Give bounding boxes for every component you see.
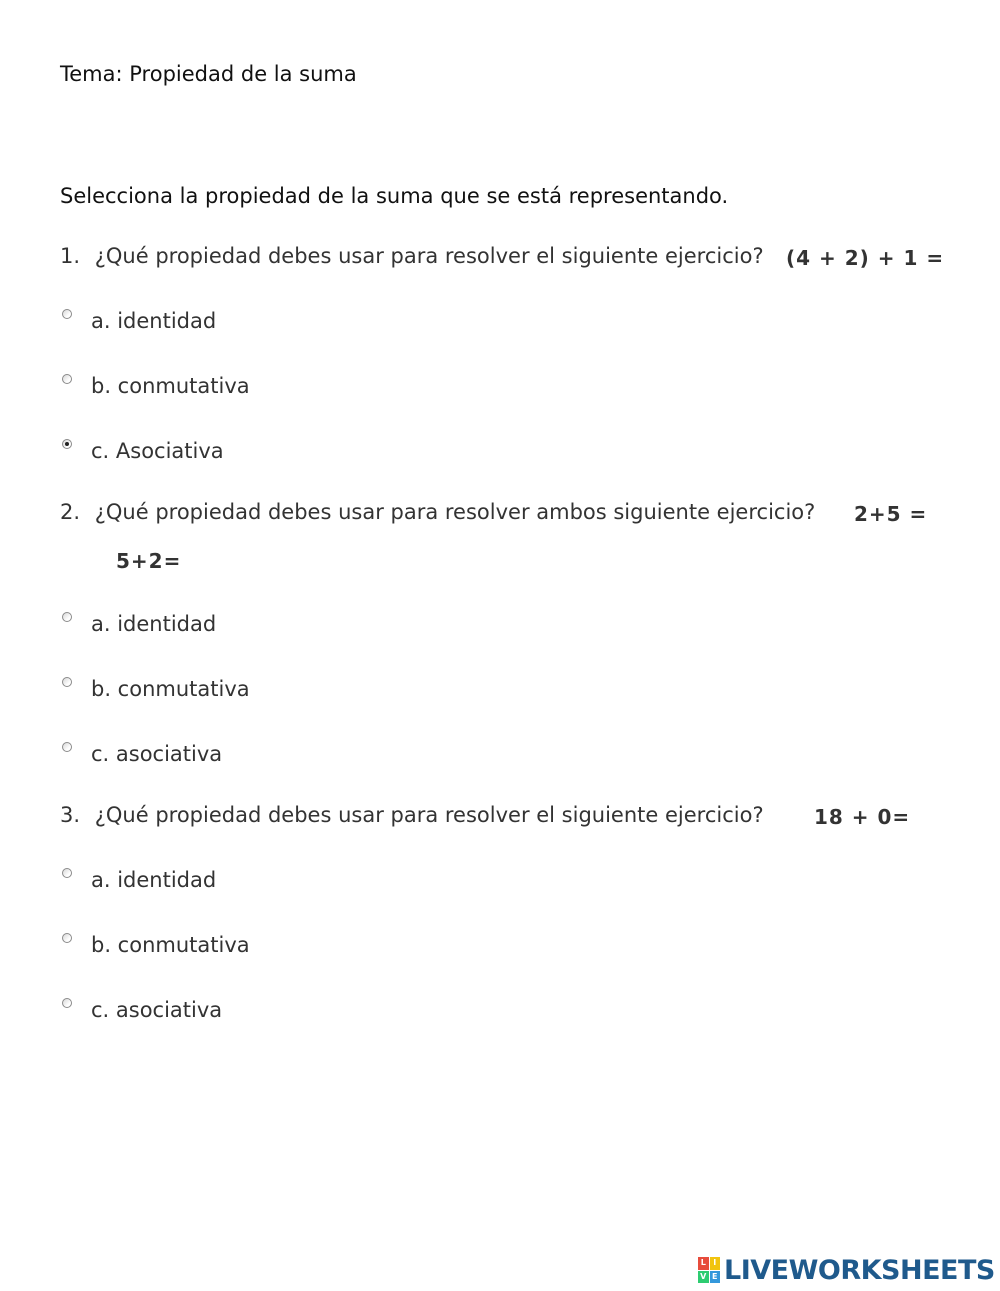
question-1-option-a-radio[interactable] [62, 309, 72, 319]
question-1-option-c-label[interactable]: c. Asociativa [91, 439, 224, 463]
question-2-option-b-radio[interactable] [62, 677, 72, 687]
liveworksheets-logo [698, 1253, 995, 1287]
liveworksheets-logo-icon [698, 1257, 720, 1283]
question-1-option-b-label[interactable]: b. conmutativa [91, 374, 250, 398]
question-2-option-b-label[interactable]: b. conmutativa [91, 677, 250, 701]
question-3-option-c-radio[interactable] [62, 998, 72, 1008]
question-1-number: 1. [60, 244, 81, 268]
logo-mark-i: I [710, 1257, 721, 1270]
question-2-option-a-radio[interactable] [62, 612, 72, 622]
question-2-number: 2. [60, 500, 81, 524]
question-2-text: ¿Qué propiedad debes usar para resolver ambos siguiente ejercicio? [94, 500, 816, 524]
question-1-option-a-label[interactable]: a. identidad [91, 309, 217, 333]
question-2-expression: 2+5 = [854, 502, 928, 526]
logo-mark-l: L [698, 1257, 709, 1270]
question-1 [60, 244, 764, 268]
question-2-option-c-label[interactable]: c. asociativa [91, 742, 223, 766]
question-1-text: ¿Qué propiedad debes usar para resolver el siguiente ejercicio? [94, 244, 764, 268]
question-3-expression: 18 + 0= [814, 805, 911, 829]
question-3-text: ¿Qué propiedad debes usar para resolver el siguiente ejercicio? [94, 803, 764, 827]
question-1-option-c-radio[interactable] [62, 439, 72, 449]
worksheet-instruction: Selecciona la propiedad de la suma que se está representando. [60, 184, 729, 208]
question-3-option-b-label[interactable]: b. conmutativa [91, 933, 250, 957]
liveworksheets-logo-text: LIVEWORKSHEETS [724, 1254, 995, 1286]
question-3-option-c-label[interactable]: c. asociativa [91, 998, 223, 1022]
question-3 [60, 803, 764, 827]
question-2-expression-line2: 5+2= [116, 549, 182, 573]
question-3-option-b-radio[interactable] [62, 933, 72, 943]
question-3-number: 3. [60, 803, 81, 827]
logo-mark-e: E [710, 1271, 721, 1284]
question-3-option-a-radio[interactable] [62, 868, 72, 878]
question-2 [60, 500, 815, 524]
question-2-option-a-label[interactable]: a. identidad [91, 612, 217, 636]
logo-mark-v: V [698, 1271, 709, 1284]
question-3-option-a-label[interactable]: a. identidad [91, 868, 217, 892]
question-1-expression: (4 + 2) + 1 = [786, 246, 945, 270]
question-1-option-b-radio[interactable] [62, 374, 72, 384]
worksheet-topic: Tema: Propiedad de la suma [60, 62, 357, 86]
question-2-option-c-radio[interactable] [62, 742, 72, 752]
